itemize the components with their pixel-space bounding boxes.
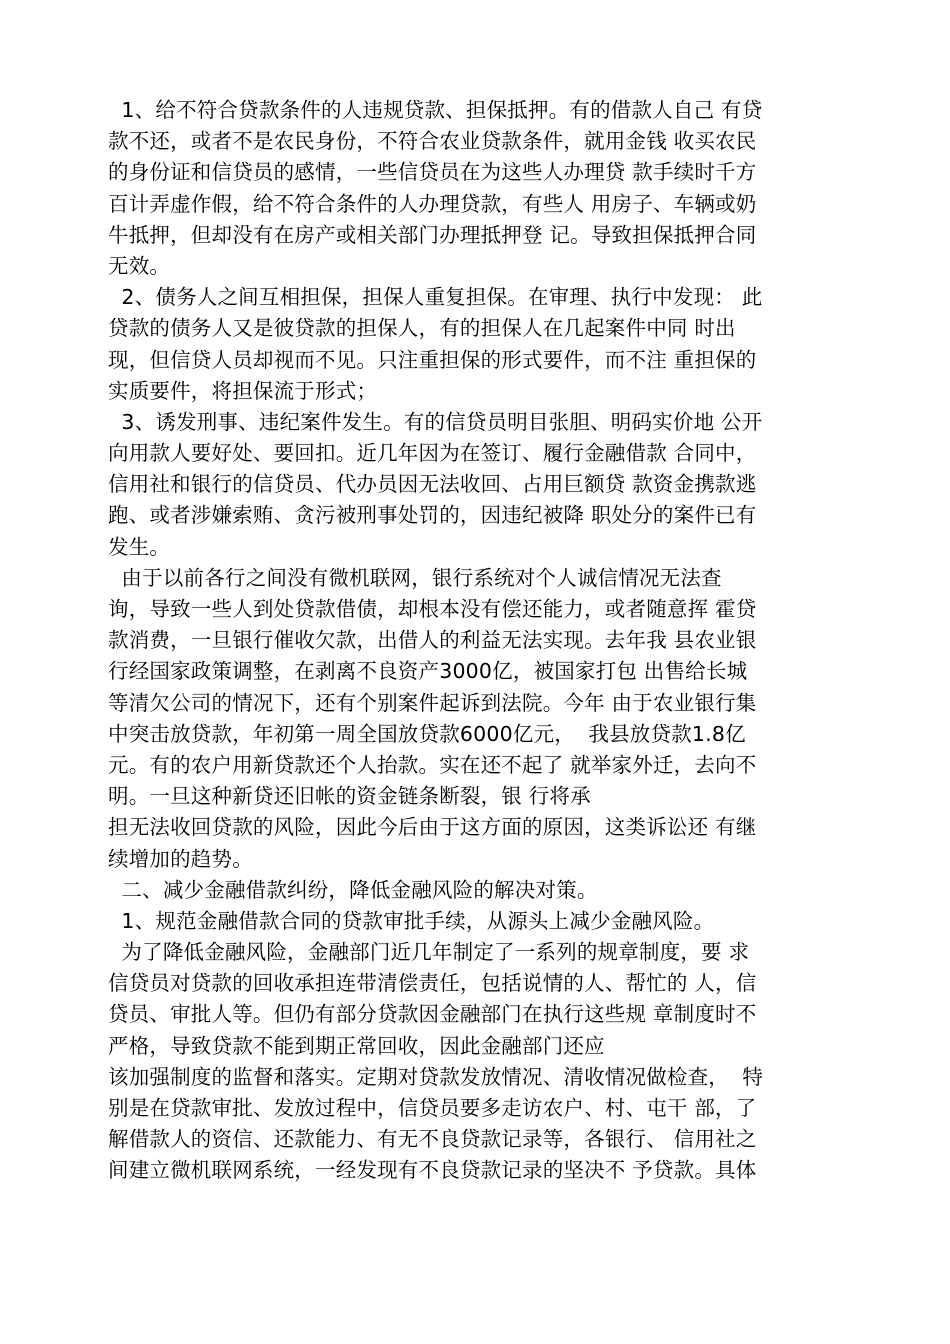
text-line: 款不还，或者不是农民身份，不符合农业贷款条件，就用金钱 收买农民 — [108, 129, 757, 154]
text-line: 由于以前各行之间没有微机联网，银行系统对个人诚信情况无法查 — [108, 565, 722, 590]
text-line: 的身份证和信贷员的感情，一些信贷员在为这些人办理贷 款手续时千方 — [108, 160, 757, 185]
text-line: 2、债务人之间互相担保，担保人重复担保。在审理、执行中发现： 此 — [108, 285, 763, 310]
text-line: 担无法收回贷款的风险，因此今后由于这方面的原因，这类诉讼还 有继 — [108, 815, 757, 840]
text-line: 3、诱发刑事、违纪案件发生。有的信贷员明目张胆、明码实价地 公开 — [108, 409, 763, 434]
document-page — [108, 95, 868, 1187]
text-line: 为了降低金融风险，金融部门近几年制定了一系列的规章制度，要 求 — [108, 940, 750, 965]
text-line: 无效。 — [108, 253, 171, 278]
text-line: 明。一旦这种新贷还旧帐的资金链条断裂，银 行将承 — [108, 784, 591, 809]
text-line: 中突击放贷款，年初第一周全国放贷款6000亿元， 我县放贷款1.8亿 — [108, 721, 746, 746]
text-line: 贷款的债务人又是彼贷款的担保人，有的担保人在几起案件中同 时出 — [108, 316, 736, 341]
text-line: 严格，导致贷款不能到期正常回收，因此金融部门还应 — [108, 1033, 605, 1058]
text-line: 二、减少金融借款纠纷，降低金融风险的解决对策。 — [108, 877, 598, 902]
text-line: 跑、或者涉嫌索贿、贪污被刑事处罚的，因违纪被降 职处分的案件已有 — [108, 503, 757, 528]
text-line: 解借款人的资信、还款能力、有无不良贷款记录等，各银行、 信用社之 — [108, 1127, 757, 1152]
text-line: 实质要件，将担保流于形式； — [108, 378, 378, 403]
text-line: 等清欠公司的情况下，还有个别案件起诉到法院。今年 由于农业银行集 — [108, 690, 757, 715]
text-line: 款消费，一旦银行催收欠款，出借人的利益无法实现。去年我 县农业银 — [108, 628, 757, 653]
text-line: 续增加的趋势。 — [108, 846, 253, 871]
text-line: 信贷员对贷款的回收承担连带清偿责任，包括说情的人、帮忙的 人，信 — [108, 971, 757, 996]
text-line: 行经国家政策调整，在剥离不良资产3000亿，被国家打包 出售给长城 — [108, 659, 748, 684]
text-line: 1、规范金融借款合同的贷款审批手续，从源头上减少金融风险。 — [108, 908, 715, 933]
text-line: 元。有的农户用新贷款还个人抬款。实在还不起了 就举家外迁，去向不 — [108, 752, 757, 777]
text-line: 该加强制度的监督和落实。定期对贷款发放情况、清收情况做检查， 特 — [108, 1064, 764, 1089]
text-line: 间建立微机联网系统，一经发现有不良贷款记录的坚决不 予贷款。具体 — [108, 1158, 757, 1183]
text-line: 贷员、审批人等。但仍有部分贷款因金融部门在执行这些规 章制度时不 — [108, 1002, 757, 1027]
text-line: 牛抵押，但却没有在房产或相关部门办理抵押登 记。导致担保抵押合同 — [108, 222, 757, 247]
text-line: 信用社和银行的信贷员、代办员因无法收回、占用巨额贷 款资金携款逃 — [108, 472, 757, 497]
text-line: 别是在贷款审批、发放过程中，信贷员要多走访农户、村、屯干 部，了 — [108, 1096, 757, 1120]
text-line: 现，但信贷人员却视而不见。只注重担保的形式要件，而不注 重担保的 — [108, 347, 757, 372]
text-line: 发生。 — [108, 534, 171, 559]
text-line: 1、给不符合贷款条件的人违规贷款、担保抵押。有的借款人自己 有贷 — [108, 98, 763, 122]
text-line: 百计弄虚作假，给不符合条件的人办理贷款，有些人 用房子、车辆或奶 — [108, 191, 757, 216]
text-line: 向用款人要好处、要回扣。近几年因为在签订、履行金融借款 合同中， — [108, 441, 757, 466]
text-line: 询，导致一些人到处贷款借债，却根本没有偿还能力，或者随意挥 霍贷 — [108, 597, 757, 621]
